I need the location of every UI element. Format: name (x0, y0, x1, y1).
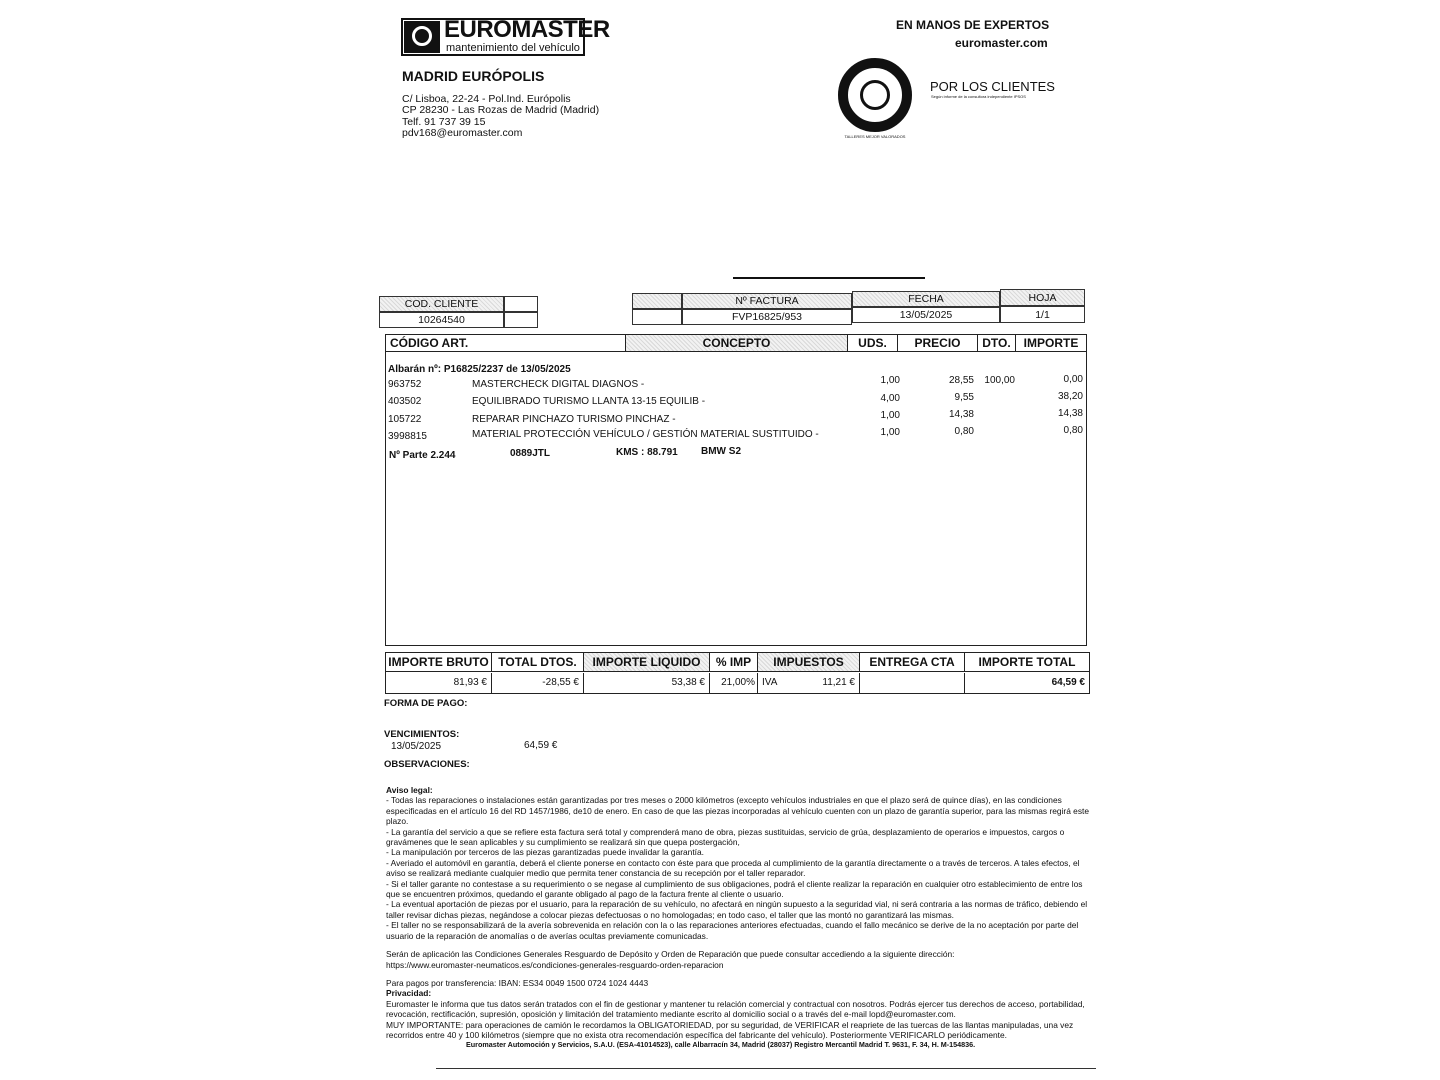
col-concepto: CONCEPTO (626, 335, 848, 352)
total-dtos-value: -28,55 € (492, 673, 584, 693)
badge-ring-text: TALLERES MEJOR VALORADOS (844, 134, 906, 139)
col-codigo: CÓDIGO ART. (386, 335, 626, 352)
factura-value: FVP16825/953 (682, 309, 852, 325)
importe-total-value: 64,59 € (1051, 677, 1085, 688)
item-importe: 0,00 (1063, 374, 1083, 385)
legal-notice (386, 785, 1096, 1051)
header-blank (504, 296, 538, 312)
vehicle-model: BMW S2 (701, 446, 741, 457)
phone: Telf. 91 737 39 15 (402, 116, 486, 128)
item-concept: MASTERCHECK DIGITAL DIAGNOS - (472, 379, 645, 390)
item-importe: 38,20 (1057, 391, 1083, 402)
observaciones-label: OBSERVACIONES: (384, 759, 470, 770)
item-code: 105722 (388, 414, 422, 425)
importe-liquido-label: IMPORTE LIQUIDO (584, 653, 710, 672)
legal-paragraph: - La manipulación por terceros de las piezas garantizadas puede invalidar la garantía. (386, 847, 704, 858)
privacy-text: Euromaster le informa que tus datos serán tratados con el fin de gestionar y mantener tu relación comercial y contractual con nosotros. Podrás ejercer tus derechos de acceso, portabilidad, revocación, rectificación, supresión, oposición y limitación del tratamiento mediante escrito al domicilio social o a través del e-mail lopd@euromaster.com. (386, 998, 1085, 1020)
privacy-title: Privacidad: (386, 988, 432, 999)
iban-text: Para pagos por transferencia: IBAN: ES34 0049 1500 0724 1024 4443 (386, 977, 649, 988)
item-uds: 4,00 (880, 393, 900, 404)
item-importe: 14,38 (1057, 408, 1083, 419)
slogan: EN MANOS DE EXPERTOS (896, 18, 1050, 32)
col-importe: IMPORTE (1016, 335, 1086, 352)
totals-table (385, 652, 1090, 694)
company-footer: Euromaster Automoción y Servicios, S.A.U. (ESA-41014523), calle Albarracín 34, Madrid (28037) Registro Mercantil Madrid T. 9631, F. 34, H. M-154836. (466, 1040, 976, 1050)
entrega-cta-value (860, 673, 965, 693)
badge-seal-icon (838, 58, 912, 132)
col-uds: UDS. (848, 335, 898, 352)
item-importe: 0,80 (1063, 425, 1083, 436)
center-name: MADRID EURÓPOLIS (402, 68, 545, 84)
header-blank (632, 309, 682, 325)
address-line: C/ Lisboa, 22-24 - Pol.Ind. Európolis (402, 93, 571, 105)
address-line: CP 28230 - Las Rozas de Madrid (Madrid) (402, 104, 600, 116)
item-concept: EQUILIBRADO TURISMO LLANTA 13-15 EQUILIB - (472, 396, 706, 407)
legal-paragraph: - El taller no se responsabilizará de la avería sobrevenida en relación con la o las reparaciones anteriores efectuadas, cuando el fallo mecánico se derive de la no aceptación por parte del usuario de la reparación de anomalías o de averías ocultas previamente comunicadas. (386, 920, 1079, 941)
hoja-value: 1/1 (1000, 306, 1085, 323)
entrega-cta-label: ENTREGA CTA (860, 653, 965, 672)
legal-paragraph: - Averiado el automóvil en garantía, deberá el cliente ponerse en contacto con éste para que proceda al cumplimiento de la garantía directamente o a través de terceros. A tales efectos, el aviso se realizará mediante cualquier medio que permita tener constancia de su recepción por el taller reparador. (386, 857, 1080, 879)
vencimiento-amount: 64,59 € (524, 740, 558, 751)
col-precio: PRECIO (898, 335, 978, 352)
item-precio: 9,55 (954, 392, 974, 403)
badge-title: POR LOS CLIENTES (930, 79, 1055, 94)
importe-total-label: IMPORTE TOTAL (965, 653, 1089, 672)
legal-title: Aviso legal: (386, 785, 433, 795)
item-code: 403502 (388, 396, 422, 407)
footer-line (436, 1068, 1096, 1069)
pct-imp-label: % IMP (710, 653, 758, 672)
item-concept: REPARAR PINCHAZO TURISMO PINCHAZ - (472, 414, 676, 425)
vencimiento-date: 13/05/2025 (391, 741, 442, 752)
brand-tagline: mantenimiento del vehículo (446, 42, 580, 54)
important-text: MUY IMPORTANTE: para operaciones de camión le recordamos la OBLIGATORIEDAD, por su seguridad, de VERIFICAR el reapriete de las tuercas de las llantas manipuladas, una vez recorridos entre 40 y 100 kilómetros (siempre que no exista otra recomendación específica del fabricante del vehículo). Posteriormente VERIFICARLO periódicamente. (386, 1019, 1074, 1040)
item-precio: 14,38 (948, 409, 974, 420)
item-precio: 28,55 (948, 375, 974, 386)
legal-paragraph: - Si el taller garante no contestase a su requerimiento o se negase al cumplimiento de sus obligaciones, podrá el cliente realizar la reparación en cualquier otro establecimiento de entre los que se encuentren próximos, quedando el garante obligado al pago de la factura frente al cliente o usuario. (386, 878, 1083, 900)
email: pdv168@euromaster.com (402, 127, 523, 139)
brand-name: EUROMASTER (444, 16, 610, 43)
website: euromaster.com (955, 36, 1048, 50)
cod-cliente-value: 10264540 (379, 312, 504, 328)
total-bruto-value: 81,93 € (386, 673, 492, 693)
impuestos-label: IMPUESTOS (758, 653, 860, 672)
factura-label: Nº FACTURA (682, 293, 852, 309)
header-blank (504, 312, 538, 328)
total-bruto-label: IMPORTE BRUTO (386, 653, 492, 672)
albaran: Albarán nº: P16825/2237 de 13/05/2025 (388, 364, 571, 375)
importe-liquido-value: 53,38 € (584, 673, 710, 693)
conditions-text: Serán de aplicación las Condiciones Generales Resguardo de Depósito y Orden de Reparación que puede consultar accediendo a la siguiente dirección: (386, 949, 955, 960)
legal-paragraph: - La eventual aportación de piezas por el usuario, para la reparación de su vehículo, no afectará en ningún supuesto a la seguridad vial, ni será contraria a las normas de tráfico, debiendo el taller revisar dichas piezas, negándose a colocar piezas defectuosas o no homologadas; en todo caso, el taller que las montó no garantizará las mismas. (386, 899, 1088, 920)
badge-subtitle: Según informe de la consultora independiente IPSOS (931, 94, 1026, 99)
kms: KMS : 88.791 (616, 447, 678, 458)
item-uds: 1,00 (880, 410, 900, 421)
cod-cliente-label: COD. CLIENTE (379, 296, 504, 312)
items-table (385, 334, 1087, 646)
item-code: 3998815 (388, 431, 427, 442)
pct-imp-value: 21,00% (710, 673, 758, 693)
fecha-value: 13/05/2025 (852, 307, 1000, 323)
conditions-url[interactable]: https://www.euromaster-neumaticos.es/condiciones-generales-resguardo-orden-reparacion (386, 959, 724, 970)
euromaster-logo-icon (404, 21, 440, 53)
impuestos-cell (758, 673, 860, 693)
col-dto: DTO. (978, 335, 1016, 352)
item-code: 963752 (388, 379, 422, 390)
impuestos-value: 11,21 € (822, 677, 855, 688)
hoja-label: HOJA (1000, 289, 1085, 306)
legal-paragraph: - La garantía del servicio a que se refiere esta factura será total y comprenderá mano de obra, piezas sustituidas, servicio de grúa, desplazamiento de operarios e impuestos, cargos o gravámenes que le sean aplicables y su cumplimiento se realizará sin que quepa postergación, (386, 826, 1065, 848)
item-concept: MATERIAL PROTECCIÓN VEHÍCULO / GESTIÓN MATERIAL SUSTITUIDO - (472, 429, 819, 440)
item-dto: 100,00 (984, 375, 1015, 386)
item-uds: 1,00 (880, 427, 900, 438)
item-uds: 1,00 (880, 375, 900, 386)
legal-paragraph: - Todas las reparaciones o instalaciones están garantizadas por tres meses o 2000 kilómetros (excepto vehículos industriales en que el plazo será de quince días), en las condiciones especificadas en el artículo 16 del RD 1457/1986, de10 de enero. En caso de que las piezas incorporadas al vehículo cuenten con un plazo de garantía superior, para las mismas regirá este plazo. (386, 795, 1090, 827)
plate-number: 0889JTL (510, 448, 551, 459)
parte-number: Nº Parte 2.244 (389, 450, 456, 461)
vencimientos-label: VENCIMIENTOS: (384, 729, 460, 740)
item-precio: 0,80 (954, 426, 974, 437)
fecha-label: FECHA (852, 291, 1000, 307)
total-dtos-label: TOTAL DTOS. (492, 653, 584, 672)
header-shade (632, 293, 682, 309)
tax-name: IVA (762, 677, 778, 688)
divider (733, 277, 925, 279)
forma-pago-label: FORMA DE PAGO: (384, 698, 468, 709)
